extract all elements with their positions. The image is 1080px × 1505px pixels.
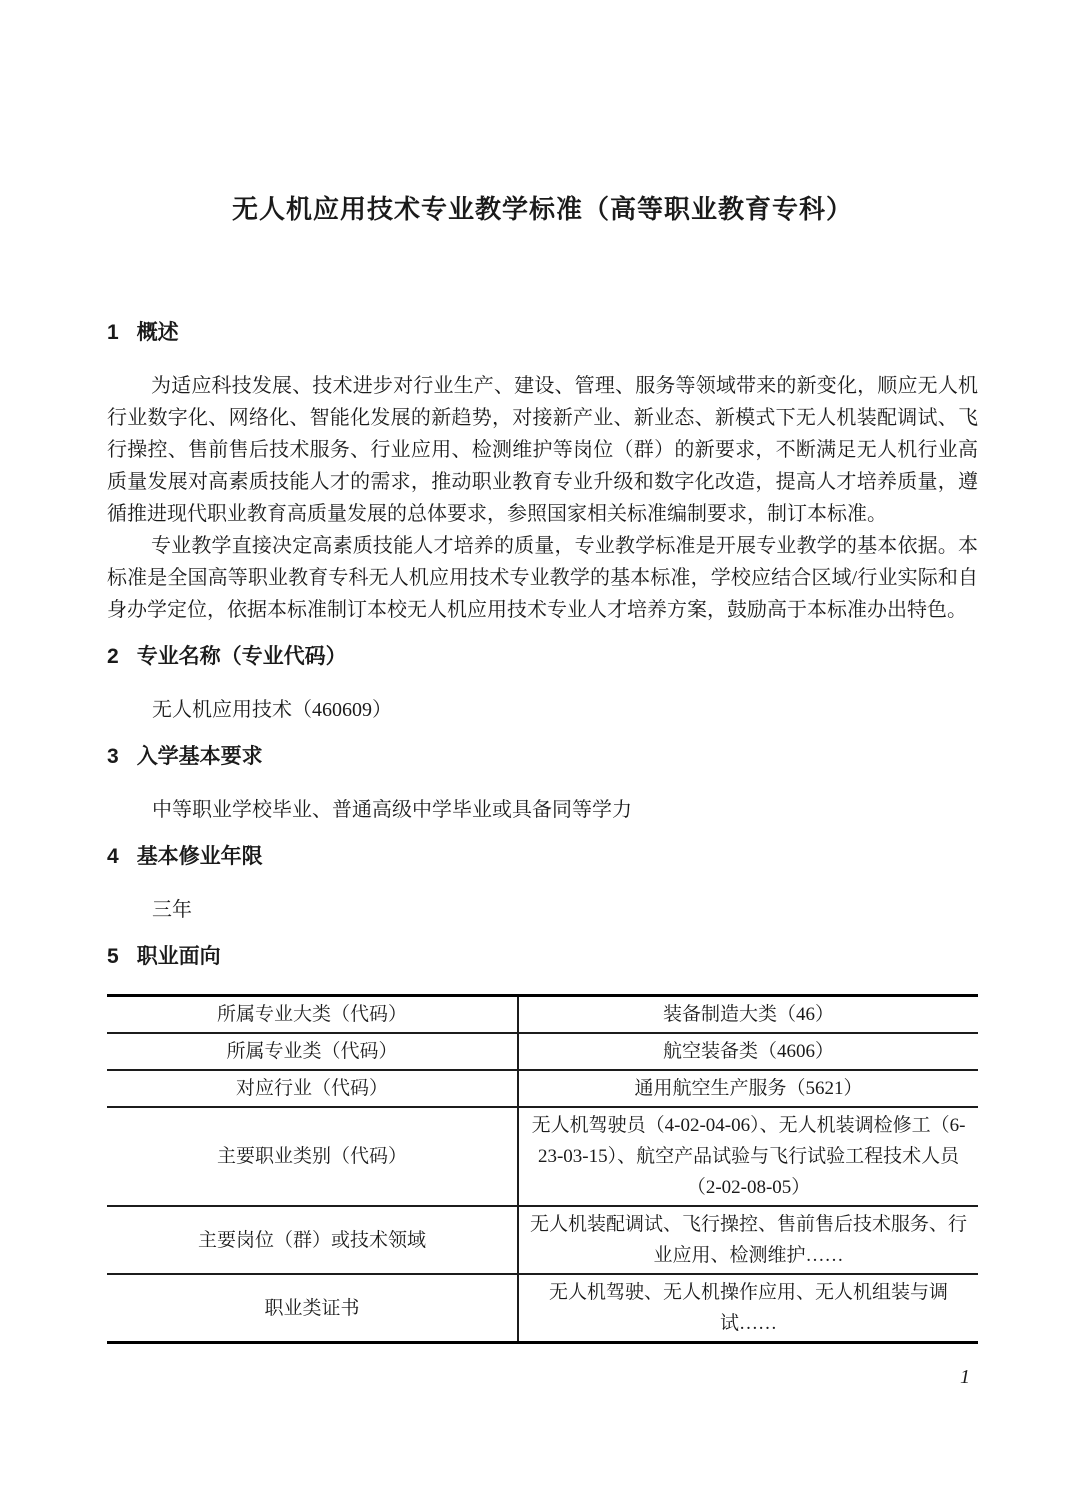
row-label: 所属专业大类（代码）	[107, 996, 518, 1034]
row-value: 无人机驾驶员（4-02-04-06）、无人机装调检修工（6-23-03-15）、航空产品试验与飞行试验工程技术人员（2-02-08-05）	[531, 1115, 966, 1198]
career-orientation-table	[107, 994, 978, 1344]
section-heading-entry-requirements	[107, 742, 978, 772]
section-heading-overview	[107, 318, 978, 348]
row-value: 通用航空生产服务（5621）	[634, 1078, 863, 1099]
section-title: 概述	[136, 321, 179, 344]
row-label: 职业类证书	[107, 1274, 518, 1343]
section-title: 基本修业年限	[136, 845, 263, 868]
document-title: 无人机应用技术专业教学标准（高等职业教育专科）	[231, 195, 853, 224]
section-number: 5	[107, 945, 119, 968]
row-label: 主要岗位（群）或技术领域	[107, 1206, 518, 1274]
section-heading-major-name	[107, 642, 978, 672]
section-number: 2	[107, 645, 119, 668]
table-row-occupation-categories	[107, 1107, 978, 1206]
row-value: 装备制造大类（46）	[663, 1004, 835, 1025]
row-value: 航空装备类（4606）	[663, 1041, 835, 1062]
overview-paragraph-2: 专业教学直接决定高素质技能人才培养的质量，专业教学标准是开展专业教学的基本依据。本标准是全国高等职业教育专科无人机应用技术专业教学的基本标准，学校应结合区域/行业实际和自身办学定位，依据本标准制订本校无人机应用技术专业人才培养方案，鼓励高于本标准办出特色。	[107, 535, 978, 621]
section-title: 专业名称（专业代码）	[136, 645, 347, 668]
table-row-industry	[107, 1070, 978, 1107]
section-title: 入学基本要求	[136, 745, 263, 768]
section-heading-career-orientation	[107, 942, 978, 972]
row-label: 主要职业类别（代码）	[107, 1107, 518, 1206]
study-duration-value: 三年	[152, 899, 192, 921]
row-label: 所属专业类（代码）	[107, 1033, 518, 1070]
row-value: 无人机驾驶、无人机操作应用、无人机组装与调试……	[549, 1282, 949, 1334]
table-row-major-class	[107, 1033, 978, 1070]
section-number: 3	[107, 745, 119, 768]
major-name-value: 无人机应用技术（460609）	[152, 699, 392, 721]
entry-requirements-value: 中等职业学校毕业、普通高级中学毕业或具备同等学力	[152, 799, 632, 821]
section-heading-study-duration	[107, 842, 978, 872]
row-value: 无人机装配调试、飞行操控、售前售后技术服务、行业应用、检测维护……	[530, 1214, 968, 1266]
row-label: 对应行业（代码）	[107, 1070, 518, 1107]
page-number: 1	[960, 1366, 970, 1388]
table-row-main-positions	[107, 1206, 978, 1274]
table-row-major-category	[107, 996, 978, 1034]
table-row-certificates	[107, 1274, 978, 1343]
section-number: 1	[107, 321, 119, 344]
section-title: 职业面向	[136, 945, 221, 968]
overview-paragraph-1: 为适应科技发展、技术进步对行业生产、建设、管理、服务等领域带来的新变化，顺应无人机行业数字化、网络化、智能化发展的新趋势，对接新产业、新业态、新模式下无人机装配调试、飞行操控、售前售后技术服务、行业应用、检测维护等岗位（群）的新要求，不断满足无人机行业高质量发展对高素质技能人才的需求，推动职业教育专业升级和数字化改造，提高人才培养质量，遵循推进现代职业教育高质量发展的总体要求，参照国家相关标准编制要求，制订本标准。	[107, 375, 978, 525]
section-number: 4	[107, 845, 119, 868]
